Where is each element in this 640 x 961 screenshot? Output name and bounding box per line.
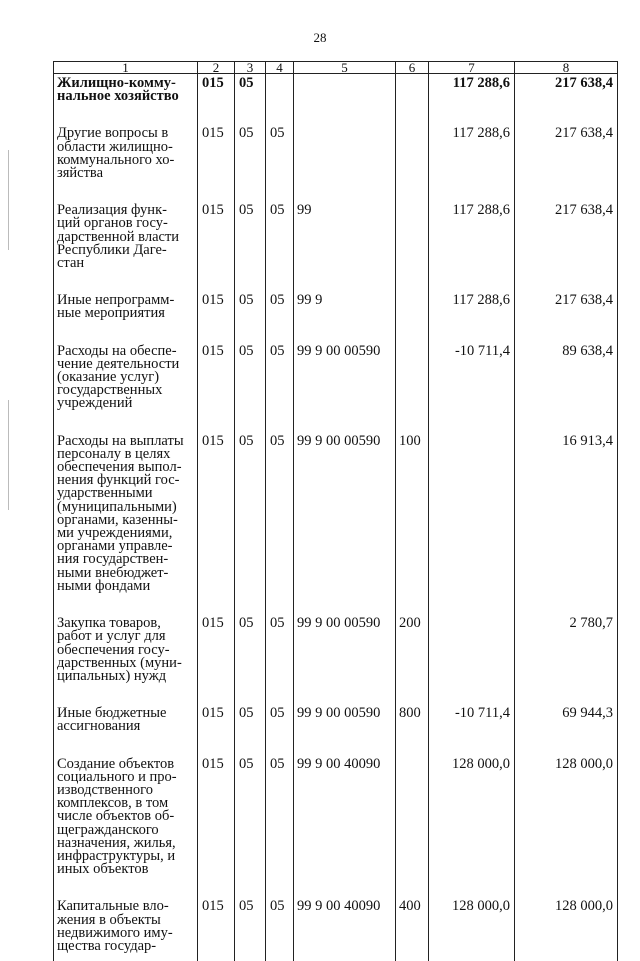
expense-type-cell [396, 758, 429, 901]
expense-type-cell [396, 294, 429, 344]
budget-table [53, 61, 618, 961]
chapter-code-cell: 05 [235, 617, 266, 707]
expense-type-cell: 400 [396, 900, 429, 961]
amount-total-cell: 16 913,4 [515, 435, 618, 617]
section-code-cell: 015 [198, 900, 235, 961]
subsection-code-cell: 05 [266, 345, 294, 435]
page-number: 28 [0, 30, 640, 46]
row-name-cell: Другие вопросы в области жилищно- коммунального хо- зяйства [54, 127, 198, 204]
column-header: 7 [429, 62, 515, 74]
table-row [54, 74, 618, 128]
amount-total-cell: 69 944,3 [515, 707, 618, 757]
chapter-code-cell: 05 [235, 707, 266, 757]
row-name-cell: Реализация функ- ций органов госу- дарственной власти Республики Даге- стан [54, 204, 198, 294]
amount-change-cell [429, 435, 515, 617]
subsection-code-cell: 05 [266, 435, 294, 617]
chapter-code-cell: 05 [235, 127, 266, 204]
table-row [54, 900, 618, 961]
amount-change-cell: 117 288,6 [429, 294, 515, 344]
scan-edge-mark [8, 150, 9, 250]
amount-total-cell: 89 638,4 [515, 345, 618, 435]
amount-total-cell: 128 000,0 [515, 900, 618, 961]
subsection-code-cell [266, 74, 294, 128]
section-code-cell: 015 [198, 74, 235, 128]
row-name-cell: Расходы на выплаты персоналу в целях обеспечения выпол- нения функций гос- ударственными (муниципальными) органами, казенны- ми учреждениями, органами управле- ния государствен- ными внебюджет- ными фондами [54, 435, 198, 617]
section-code-cell: 015 [198, 617, 235, 707]
target-article-cell: 99 9 00 40090 [294, 758, 396, 901]
amount-total-cell: 217 638,4 [515, 294, 618, 344]
amount-total-cell: 2 780,7 [515, 617, 618, 707]
row-name-cell: Закупка товаров, работ и услуг для обеспечения госу- дарственных (муни- ципальных) нужд [54, 617, 198, 707]
column-header: 2 [198, 62, 235, 74]
amount-total-cell: 217 638,4 [515, 74, 618, 128]
table-header-row [54, 62, 618, 74]
target-article-cell [294, 127, 396, 204]
amount-total-cell: 217 638,4 [515, 204, 618, 294]
row-name-cell: Иные бюджетные ассигнования [54, 707, 198, 757]
amount-change-cell: 117 288,6 [429, 74, 515, 128]
column-header: 8 [515, 62, 618, 74]
target-article-cell: 99 9 00 00590 [294, 707, 396, 757]
amount-total-cell: 217 638,4 [515, 127, 618, 204]
row-name-cell: Жилищно-комму- нальное хозяйство [54, 74, 198, 128]
amount-change-cell: -10 711,4 [429, 345, 515, 435]
expense-type-cell: 800 [396, 707, 429, 757]
amount-change-cell: -10 711,4 [429, 707, 515, 757]
subsection-code-cell: 05 [266, 127, 294, 204]
section-code-cell: 015 [198, 758, 235, 901]
section-code-cell: 015 [198, 345, 235, 435]
amount-change-cell: 128 000,0 [429, 900, 515, 961]
target-article-cell: 99 9 00 00590 [294, 435, 396, 617]
amount-change-cell: 117 288,6 [429, 127, 515, 204]
row-name-cell: Расходы на обеспе- чение деятельности (оказание услуг) государственных учреждений [54, 345, 198, 435]
target-article-cell: 99 9 00 00590 [294, 345, 396, 435]
section-code-cell: 015 [198, 707, 235, 757]
chapter-code-cell: 05 [235, 435, 266, 617]
section-code-cell: 015 [198, 435, 235, 617]
table-row [54, 127, 618, 204]
target-article-cell: 99 9 [294, 294, 396, 344]
amount-change-cell: 128 000,0 [429, 758, 515, 901]
chapter-code-cell: 05 [235, 74, 266, 128]
target-article-cell: 99 9 00 40090 [294, 900, 396, 961]
subsection-code-cell: 05 [266, 758, 294, 901]
target-article-cell: 99 [294, 204, 396, 294]
subsection-code-cell: 05 [266, 617, 294, 707]
expense-type-cell: 200 [396, 617, 429, 707]
expense-type-cell: 100 [396, 435, 429, 617]
column-header: 3 [235, 62, 266, 74]
table-row [54, 294, 618, 344]
amount-change-cell [429, 617, 515, 707]
table-body [54, 74, 618, 961]
chapter-code-cell: 05 [235, 345, 266, 435]
subsection-code-cell: 05 [266, 900, 294, 961]
table-row [54, 707, 618, 757]
column-header: 1 [54, 62, 198, 74]
expense-type-cell [396, 345, 429, 435]
table-row [54, 617, 618, 707]
chapter-code-cell: 05 [235, 900, 266, 961]
table-row [54, 758, 618, 901]
row-name-cell: Создание объектов социального и про- изводственного комплексов, в том числе объектов об- щегражданского назначения, жилья, инфраструктуры, и иных объектов [54, 758, 198, 901]
chapter-code-cell: 05 [235, 758, 266, 901]
column-header: 5 [294, 62, 396, 74]
chapter-code-cell: 05 [235, 294, 266, 344]
column-header: 6 [396, 62, 429, 74]
section-code-cell: 015 [198, 127, 235, 204]
amount-total-cell: 128 000,0 [515, 758, 618, 901]
subsection-code-cell: 05 [266, 707, 294, 757]
row-name-cell: Капитальные вло- жения в объекты недвижимого иму- щества государ- [54, 900, 198, 961]
target-article-cell [294, 74, 396, 128]
target-article-cell: 99 9 00 00590 [294, 617, 396, 707]
table-row [54, 345, 618, 435]
expense-type-cell [396, 74, 429, 128]
section-code-cell: 015 [198, 204, 235, 294]
subsection-code-cell: 05 [266, 294, 294, 344]
table-row [54, 204, 618, 294]
expense-type-cell [396, 204, 429, 294]
section-code-cell: 015 [198, 294, 235, 344]
expense-type-cell [396, 127, 429, 204]
subsection-code-cell: 05 [266, 204, 294, 294]
scan-edge-mark [8, 400, 9, 510]
row-name-cell: Иные непрограмм- ные мероприятия [54, 294, 198, 344]
amount-change-cell: 117 288,6 [429, 204, 515, 294]
column-header: 4 [266, 62, 294, 74]
chapter-code-cell: 05 [235, 204, 266, 294]
table-row [54, 435, 618, 617]
